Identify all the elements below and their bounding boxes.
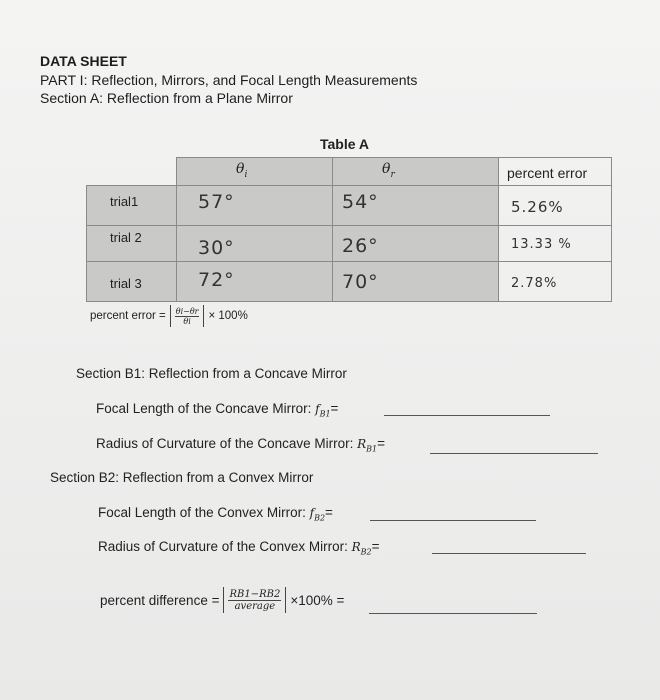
- percent-error-formula: [90, 305, 248, 327]
- section-b2-heading: Section B2: Reflection from a Convex Mirror: [50, 470, 314, 485]
- percent-difference-tail: ×100% =: [290, 592, 345, 608]
- percent-difference-blank[interactable]: [369, 613, 537, 614]
- cell-percent-error-trial2: 13.33 %: [511, 237, 572, 252]
- cell-theta-r-trial2: 26°: [342, 235, 379, 257]
- section-b1-heading: Section B1: Reflection from a Concave Mirror: [76, 366, 347, 381]
- percent-difference-label: percent difference =: [100, 592, 220, 608]
- header-percent-error: percent error: [507, 165, 588, 181]
- table-shade-body: [86, 185, 498, 302]
- cell-theta-r-trial1: 54°: [342, 191, 379, 213]
- row-label-trial3: trial 3: [110, 276, 142, 291]
- b1-radius-blank[interactable]: [430, 453, 598, 454]
- table-caption: Table A: [320, 136, 370, 152]
- b1-radius-label: Radius of Curvature of the Concave Mirror: $R_{B1}=$: [96, 436, 386, 454]
- formula-fraction: $\frac{\theta i-\theta r}{\theta i}$: [175, 306, 199, 326]
- page-title: DATA SHEET: [40, 53, 127, 69]
- header-theta-r: $\theta_r$: [382, 161, 395, 180]
- row-label-trial1: trial1: [110, 194, 139, 209]
- section-a-heading: Section A: Reflection from a Plane Mirror: [40, 90, 293, 106]
- b2-focal-length-blank[interactable]: [370, 520, 536, 521]
- formula-tail: × 100%: [208, 310, 248, 322]
- header-theta-i: $\theta_i$: [236, 161, 248, 180]
- percent-difference-formula: [100, 587, 344, 613]
- cell-percent-error-trial3: 2.78%: [511, 276, 558, 291]
- cell-theta-i-trial1: 57°: [198, 191, 235, 213]
- row-label-trial2: trial 2: [110, 230, 142, 245]
- table-a: [86, 157, 612, 302]
- cell-theta-i-trial3: 72°: [198, 269, 235, 291]
- part-heading: PART I: Reflection, Mirrors, and Focal Length Measurements: [40, 72, 418, 88]
- b2-radius-label: Radius of Curvature of the Convex Mirror: $R_{B2}=$: [98, 539, 380, 557]
- formula-label: percent error =: [90, 310, 166, 322]
- table-shade-header: [176, 157, 498, 185]
- b1-focal-length-blank[interactable]: [384, 415, 550, 416]
- percent-difference-fraction: $\frac{RB1-RB2}{\text{average}}$: [229, 588, 281, 612]
- cell-theta-r-trial3: 70°: [342, 271, 379, 293]
- cell-theta-i-trial2: 30°: [198, 237, 235, 259]
- b2-focal-length-label: Focal Length of the Convex Mirror: $f_{B2}=$: [98, 505, 333, 523]
- b1-focal-length-label: Focal Length of the Concave Mirror: $f_{B1}=$: [96, 401, 339, 419]
- b2-radius-blank[interactable]: [432, 553, 586, 554]
- cell-percent-error-trial1: 5.26%: [511, 198, 564, 216]
